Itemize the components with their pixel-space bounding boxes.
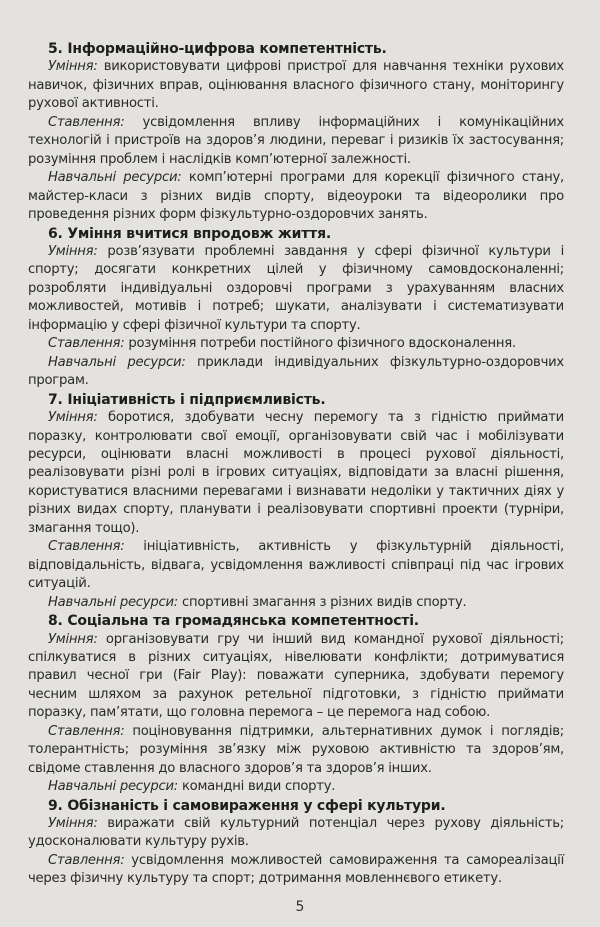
- skills-paragraph: [28, 815, 564, 852]
- skills-label: Уміння:: [48, 243, 98, 259]
- section-9: [28, 797, 564, 889]
- resources-text: комп’ютерні програми для корекції фізичного стану, майстер-класи з різних видів спорту, відеоуроки та відеоролики про проведення різних форм фізкультурно-оздоровчих занять.: [28, 170, 565, 223]
- resources-text: приклади індивідуальних фізкультурно-оздоровчих програм.: [28, 354, 564, 389]
- section-5: [28, 40, 564, 225]
- skills-label: Уміння:: [48, 59, 98, 75]
- skills-text: використовувати цифрові пристрої для навчання техніки рухових навичок, фізичних вправ, оцінювання власного фізичного стану, моніторингу рухової активності.: [28, 59, 564, 112]
- skills-label: Уміння:: [48, 816, 98, 832]
- resources-label: Навчальні ресурси:: [48, 354, 186, 370]
- attitude-text: усвідомлення можливостей самовираження та самореалізації через фізичну культуру та спорт; дотримання мовленнєвого етикету.: [28, 852, 564, 887]
- attitude-paragraph: [28, 114, 564, 169]
- section-heading: 6. Уміння вчитися впродовж життя.: [48, 225, 331, 242]
- attitude-text: усвідомлення впливу інформаційних і комунікаційних технологій і пристроїв на здоров’я людини, переваг і ризиків їх застосування; розуміння проблем і наслідків комп’ютерної залежності.: [28, 114, 564, 167]
- skills-label: Уміння:: [48, 410, 98, 426]
- skills-paragraph: [28, 243, 564, 335]
- section-heading: 7. Ініціативність і підприємливість.: [48, 391, 326, 408]
- skills-text: виражати свій культурний потенціал через рухову діяльність; удосконалювати культуру рухів.: [28, 816, 564, 850]
- document-body: [28, 40, 564, 889]
- resources-label: Навчальні ресурси:: [48, 170, 182, 186]
- attitude-paragraph: [28, 335, 564, 353]
- attitude-text: ініціативність, активність у фізкультурній діяльності, відповідальність, відвага, усвідомлення важливості співпраці під час ігрових ситуацій.: [28, 539, 564, 592]
- attitude-text: розуміння потреби постійного фізичного вдосконалення.: [128, 336, 516, 352]
- resources-paragraph: [28, 594, 564, 612]
- skills-paragraph: [28, 409, 564, 538]
- resources-label: Навчальні ресурси:: [48, 594, 178, 610]
- attitude-label: Ставлення:: [48, 723, 125, 739]
- skills-text: розв’язувати проблемні завдання у сфері фізичної культури і спорту; досягати конкретних цілей у фізичному самовдосконаленні; розробляти індивідуальні оздоровчі програми з урахуванням власних можливостей, мотивів і потреб; шукати, аналізувати і систематизувати інформацію у сфері фізичної культури та спорту.: [28, 243, 564, 333]
- resources-text: спортивні змагання з різних видів спорту.: [181, 594, 467, 610]
- section-8: [28, 612, 564, 797]
- attitude-paragraph: [28, 723, 564, 778]
- attitude-label: Ставлення:: [48, 539, 125, 555]
- skills-paragraph: [28, 631, 564, 723]
- skills-label: Уміння:: [48, 631, 98, 647]
- section-6: [28, 225, 564, 391]
- resources-paragraph: [28, 778, 564, 796]
- attitude-paragraph: [28, 538, 564, 593]
- attitude-label: Ставлення:: [48, 114, 125, 130]
- skills-text: боротися, здобувати чесну перемогу та з гідністю приймати поразку, контролювати свої емоції, організовувати свій час і мобілізувати ресурси, оцінювати власні можливості в процесі рухової діяльності, реалізовувати різні ролі в ігрових ситуаціях, відповідати за власні рішення, користуватися власними перевагами і визнавати недоліки у тактичних діях у різних видах спорту, планувати і реалізовувати спортивні проекти (турніри, змагання тощо).: [28, 410, 564, 536]
- attitude-text: поціновування підтримки, альтернативних думок і поглядів; толерантність; розуміння зв’язку між руховою активністю та здоров’ям, свідоме ставлення до власного здоров’я та здоров’я інших.: [28, 723, 564, 776]
- attitude-paragraph: [28, 852, 564, 889]
- resources-paragraph: [28, 169, 564, 224]
- section-heading: 5. Інформаційно-цифрова компетентність.: [48, 41, 387, 57]
- resources-paragraph: [28, 354, 564, 391]
- resources-label: Навчальні ресурси:: [48, 779, 178, 795]
- section-7: [28, 391, 564, 612]
- skills-paragraph: [28, 58, 564, 113]
- resources-text: командні види спорту.: [181, 779, 336, 795]
- section-heading: 9. Обізнаність і самовираження у сфері культури.: [48, 797, 446, 814]
- page-number: 5: [295, 899, 305, 915]
- attitude-label: Ставлення:: [48, 852, 125, 868]
- attitude-label: Ставлення:: [48, 336, 125, 352]
- skills-text: організовувати гру чи інший вид командної рухової діяльності; спілкуватися в різних ситуаціях, нівелювати конфлікти; дотримуватися правил чесної гри (Fair Play): поважати суперника, здобувати перемогу чесним шляхом за рахунок ретельної підготовки, з гідністю приймати поразку, пам’ятати, що головна перемога – це перемога над собою.: [28, 631, 564, 721]
- section-heading: 8. Соціальна та громадянська компетентності.: [48, 613, 419, 630]
